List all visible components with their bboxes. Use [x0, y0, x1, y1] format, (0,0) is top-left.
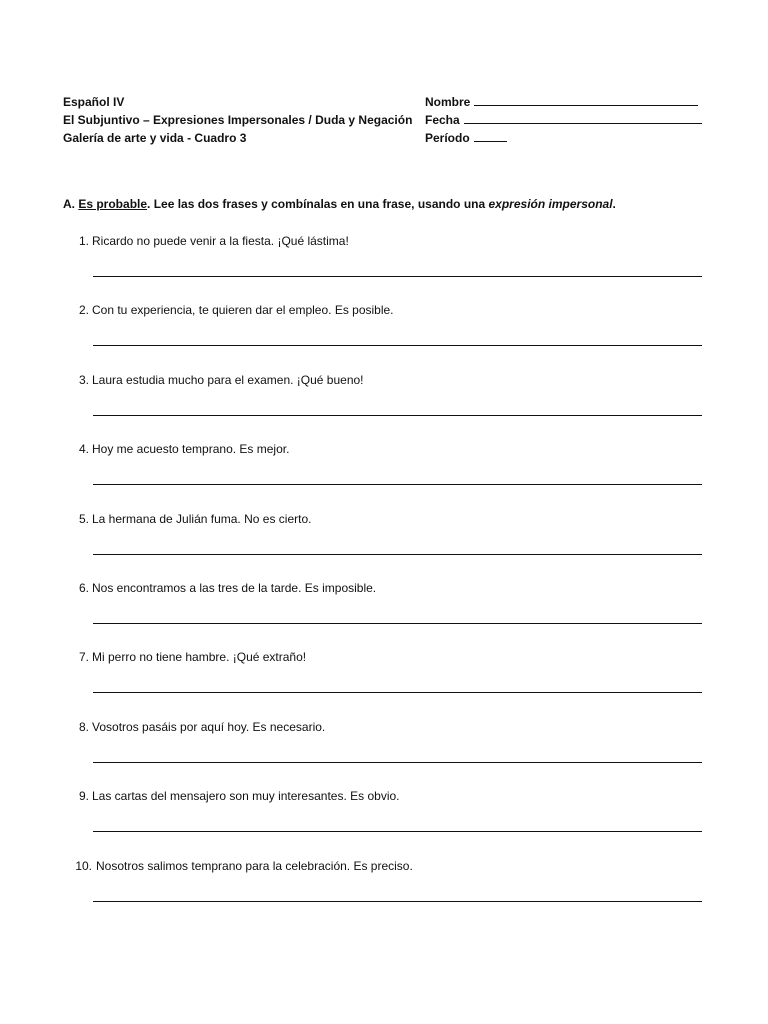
- exercise-item: [0, 650, 768, 690]
- exercise-item: [0, 789, 768, 829]
- exercise-prompt: Con tu experiencia, te quieren dar el empleo. Es posible.: [92, 303, 394, 317]
- exercise-prompt: Laura estudia mucho para el examen. ¡Qué bueno!: [92, 373, 364, 387]
- exercise-item: [0, 442, 768, 482]
- exercise-prompt: Hoy me acuesto temprano. Es mejor.: [92, 442, 290, 456]
- exercise-prompt: Vosotros pasáis por aquí hoy. Es necesario.: [92, 720, 326, 734]
- exercise-item: [0, 859, 768, 899]
- section-letter: A.: [63, 197, 75, 211]
- exercise-number: 6.: [78, 581, 89, 595]
- unit-title: Galería de arte y vida - Cuadro 3: [63, 131, 247, 145]
- exercise-prompt: Nosotros salimos temprano para la celebración. Es preciso.: [96, 859, 413, 873]
- exercise-number: 8.: [78, 720, 89, 734]
- exercise-item: [0, 303, 768, 343]
- answer-line[interactable]: [93, 831, 702, 832]
- exercise-number: 3.: [78, 373, 89, 387]
- period-row: [425, 129, 702, 147]
- exercise-number: 5.: [78, 512, 89, 526]
- answer-line[interactable]: [93, 345, 702, 346]
- period-label: Período: [425, 131, 470, 145]
- header-course-info: [63, 93, 412, 147]
- exercise-item: [0, 373, 768, 413]
- exercise-item: [0, 581, 768, 621]
- date-blank: [464, 111, 702, 124]
- exercise-item: [0, 234, 768, 274]
- exercise-prompt: Ricardo no puede venir a la fiesta. ¡Qué lástima!: [92, 234, 349, 248]
- exercise-number: 4.: [78, 442, 89, 456]
- exercise-prompt: La hermana de Julián fuma. No es cierto.: [92, 512, 312, 526]
- section-title: Es probable: [78, 197, 148, 211]
- exercise-number: 9.: [78, 789, 89, 803]
- answer-line[interactable]: [93, 484, 702, 485]
- section-emphasis: expresión impersonal: [488, 197, 613, 211]
- course-title: Español IV: [63, 95, 125, 109]
- section-end: .: [612, 197, 616, 211]
- answer-line[interactable]: [93, 901, 702, 902]
- exercise-number: 2.: [78, 303, 89, 317]
- date-label: Fecha: [425, 113, 460, 127]
- date-row: [425, 111, 702, 129]
- header-student-fields: [425, 93, 702, 147]
- exercise-item: [0, 720, 768, 760]
- exercise-number: 10.: [75, 859, 92, 873]
- answer-line[interactable]: [93, 692, 702, 693]
- period-blank: [474, 129, 507, 142]
- exercise-prompt: Nos encontramos a las tres de la tarde. Es imposible.: [92, 581, 377, 595]
- answer-line[interactable]: [93, 276, 702, 277]
- section-instruction-text: . Lee las dos frases y combínalas en una frase, usando una: [147, 197, 489, 211]
- exercise-number: 1.: [78, 234, 89, 248]
- name-blank: [474, 93, 698, 106]
- exercise-item: [0, 512, 768, 552]
- exercise-number: 7.: [78, 650, 89, 664]
- answer-line[interactable]: [93, 415, 702, 416]
- exercise-prompt: Mi perro no tiene hambre. ¡Qué extraño!: [92, 650, 307, 664]
- answer-line[interactable]: [93, 762, 702, 763]
- name-label: Nombre: [425, 95, 471, 109]
- exercise-prompt: Las cartas del mensajero son muy interesantes. Es obvio.: [92, 789, 400, 803]
- section-instructions: [63, 197, 616, 211]
- answer-line[interactable]: [93, 554, 702, 555]
- topic-title: El Subjuntivo – Expresiones Impersonales / Duda y Negación: [63, 113, 413, 127]
- name-row: [425, 93, 702, 111]
- answer-line[interactable]: [93, 623, 702, 624]
